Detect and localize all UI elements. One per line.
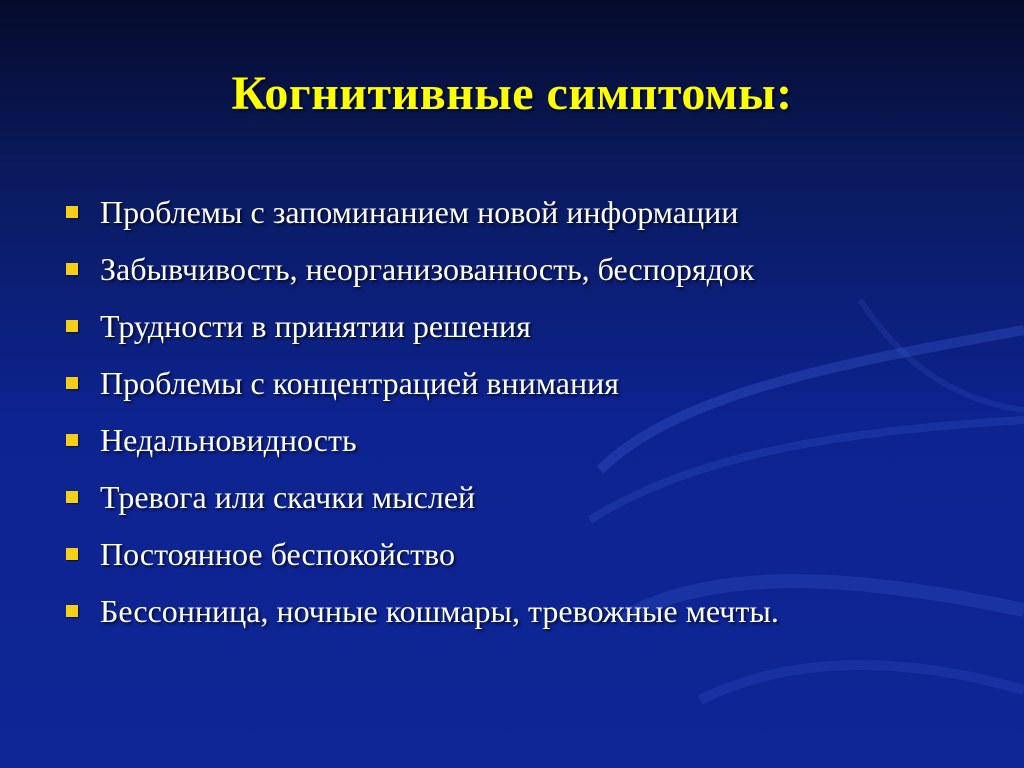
list-item-text: Забывчивость, неорганизованность, беспорядок (100, 251, 755, 287)
list-item-text: Проблемы с концентрацией внимания (100, 365, 619, 401)
list-item (62, 528, 1002, 585)
list-item-text: Трудности в принятии решения (100, 308, 531, 344)
list-item (62, 471, 1002, 528)
list-item (62, 186, 1002, 243)
symptom-list (62, 186, 1002, 642)
list-item (62, 243, 1002, 300)
list-item-text: Постоянное беспокойство (100, 536, 455, 572)
square-bullet-icon (66, 434, 78, 446)
list-item (62, 414, 1002, 471)
square-bullet-icon (66, 548, 78, 560)
list-item-text: Проблемы с запоминанием новой информации (100, 194, 739, 230)
square-bullet-icon (66, 320, 78, 332)
slide-title: Когнитивные симптомы: (231, 67, 793, 120)
square-bullet-icon (66, 263, 78, 275)
square-bullet-icon (66, 377, 78, 389)
square-bullet-icon (66, 206, 78, 218)
square-bullet-icon (66, 491, 78, 503)
list-item-text: Недальновидность (100, 422, 357, 458)
list-item (62, 300, 1002, 357)
list-item-text: Тревога или скачки мыслей (100, 479, 476, 515)
square-bullet-icon (66, 605, 78, 617)
list-item (62, 357, 1002, 414)
list-item-text: Бессонница, ночные кошмары, тревожные мечты. (100, 593, 779, 629)
list-item (62, 585, 1002, 642)
